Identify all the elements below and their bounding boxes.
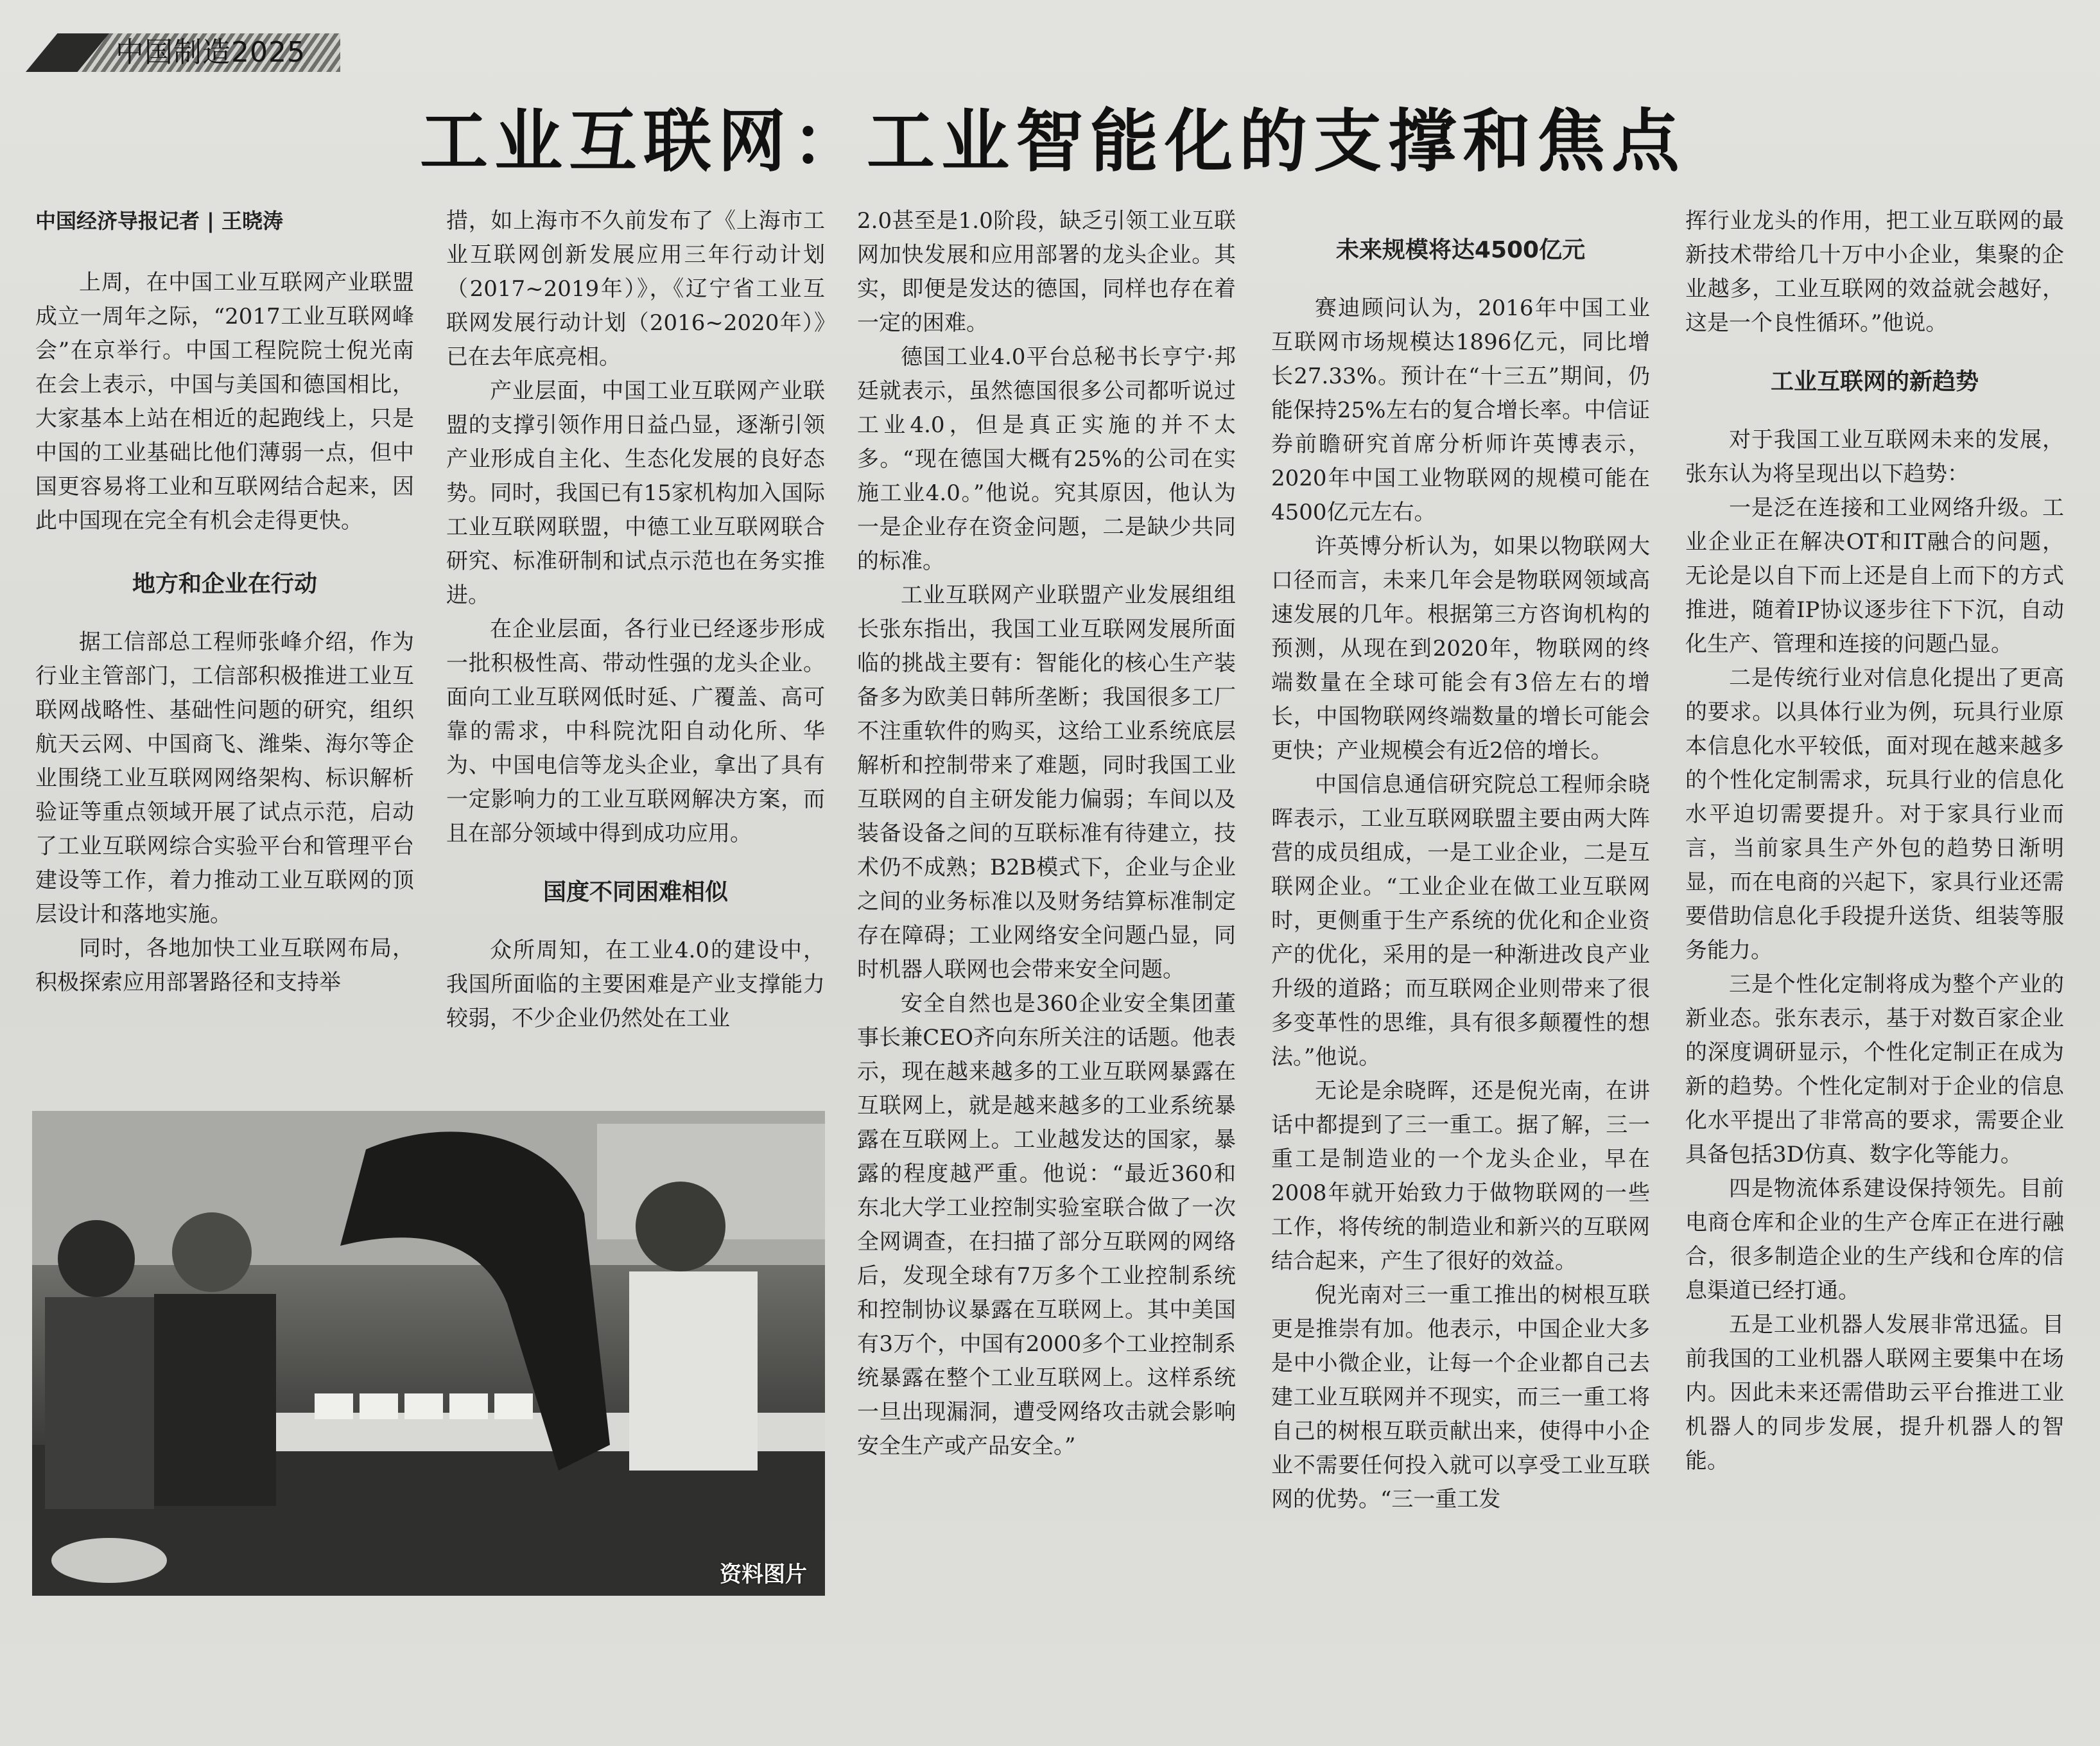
section-heading: 工业互联网的新趋势 [1770,369,1979,395]
column-3 [857,204,1236,1463]
column-5 [1685,204,2064,1478]
paragraph: 一是泛在连接和工业网络升级。工业企业正在解决OT和IT融合的问题，无论是以自下而上还是自上而下的方式推进，随着IP协议逐步往下下沉，自动化生产、管理和连接的问题凸显。 [1685,495,2064,657]
section-heading: 国度不同困难相似 [542,879,728,905]
photo-parts-tray [315,1393,533,1419]
paragraph: 中国信息通信研究院总工程师余晓晖表示，工业互联网联盟主要由两大阵营的成员组成，一是工业企业，二是互联网企业。“工业企业在做工业互联网时，更侧重于生产系统的优化和企业资产的优化，采用的是一种渐进改良产业升级的道路；而互联网企业则带来了很多变革性的思维，具有很多颠覆性的想法。”他说。 [1271,772,1650,1070]
paragraph: 据工信部总工程师张峰介绍，作为行业主管部门，工信部积极推进工业互联网战略性、基础性问题的研究，组织航天云网、中国商飞、潍柴、海尔等企业围绕工业互联网网络架构、标识解析验证等重点领域开展了试点示范，启动了工业互联网综合实验平台和管理平台建设等工作，着力推动工业互联网的顶层设计和落地实施。 [35,629,414,927]
section-heading: 未来规模将达4500亿元 [1335,237,1586,263]
paragraph: 工业互联网产业联盟产业发展组组长张东指出，我国工业互联网发展所面临的挑战主要有：智能化的核心生产装备多为欧美日韩所垄断；我国很多工厂不注重软件的购买，这给工业系统底层解析和控制带来了难题，同时我国工业互联网的自主研发能力偏弱；车间以及装备设备之间的互联标准有待建立，技术仍不成熟；B2B模式下，企业与企业之间的业务标准以及财务结算标准制定存在障碍；工业网络安全问题凸显，同时机器人联网也会带来安全问题。 [857,582,1236,982]
paragraph: 安全自然也是360企业安全集团董事长兼CEO齐向东所关注的话题。他表示，现在越来越多的工业互联网暴露在互联网上，就是越来越多的工业系统暴露在互联网上。工业越发达的国家，暴露的程度越严重。他说：“最近360和东北大学工业控制实验室联合做了一次全网调查，在扫描了部分互联网的网络后，发现全球有7万多个工业控制系统和控制协议暴露在互联网上。其中美国有3万个，中国有2000多个工业控制系统暴露在整个工业互联网上。这样系统一旦出现漏洞，遭受网络攻击就会影响安全生产或产品安全。” [857,991,1236,1459]
paragraph-continued: 措，如上海市不久前发布了《上海市工业互联网创新发展应用三年行动计划（2017~2019年）》，《辽宁省工业互联网发展行动计划（2016~2020年）》已在去年底亮相。 [446,208,825,370]
paragraph: 赛迪顾问认为，2016年中国工业互联网市场规模达1896亿元，同比增长27.33%。预计在“十三五”期间，仍能保持25%左右的复合增长率。中信证券前瞻研究首席分析师许英博表示，2020年中国工业物联网的规模可能在4500亿元左右。 [1271,295,1650,525]
photo-caption: 资料图片 [720,1562,807,1587]
paragraph-continued: 挥行业龙头的作用，把工业互联网的最新技术带给几十万中小企业，集聚的企业越多，工业互联网的效益就会越好，这是一个良性循环。”他说。 [1685,208,2064,336]
article-headline: 工业互联网：工业智能化的支撑和焦点 [420,101,1686,181]
section-heading: 地方和企业在行动 [132,571,317,597]
section-banner [26,33,340,72]
paragraph: 三是个性化定制将成为整个产业的新业态。张东表示，基于对数百家企业的深度调研显示，个性化定制正在成为新的趋势。个性化定制对于企业的信息化水平提出了非常高的要求，需要企业具备包括3D仿真、数字化等能力。 [1685,972,2064,1167]
paragraph: 许英博分析认为，如果以物联网大口径而言，未来几年会是物联网领域高速发展的几年。根据第三方咨询机构的预测，从现在到2020年，物联网的终端数量在全球可能会有3倍左右的增长，中国物联网终端数量的增长可能会更快；产业规模会有近2倍的增长。 [1271,534,1650,764]
photo-person-right-head [636,1182,725,1271]
paragraph: 在企业层面，各行业已经逐步形成一批积极性高、带动性强的龙头企业。面向工业互联网低时延、广覆盖、高可靠的需求，中科院沈阳自动化所、华为、中国电信等龙头企业，拿出了具有一定影响力的工业互联网解决方案，而且在部分领域中得到成功应用。 [446,616,825,846]
paragraph: 德国工业4.0平台总秘书长亨宁·邦廷就表示，虽然德国很多公司都听说过工业4.0，但是真正实施的并不太多。“现在德国大概有25%的公司在实施工业4.0。”他说。究其原因，他认为一是企业存在资金问题，二是缺少共同的标准。 [857,344,1236,574]
column-4 [1271,204,1650,1517]
paragraph: 众所周知，在工业4.0的建设中，我国所面临的主要困难是产业支撑能力较弱，不少企业仍然处在工业 [446,938,825,1031]
byline: 中国经济导报记者 | 王晓涛 [35,209,283,233]
photo-foreground-object [51,1538,167,1583]
paragraph: 五是工业机器人发展非常迅猛。目前我国的工业机器人联网主要集中在场内。因此未来还需借助云平台推进工业机器人的同步发展，提升机器人的智能。 [1685,1312,2064,1474]
column-2 [446,204,825,1036]
photo-person-center-body [154,1294,276,1506]
paragraph: 对于我国工业互联网未来的发展，张东认为将呈现出以下趋势： [1685,427,2064,487]
paragraph: 四是物流体系建设保持领先。目前电商仓库和企业的生产仓库正在进行融合，很多制造企业的生产线和仓库的信息渠道已经打通。 [1685,1176,2064,1304]
paragraph-continued: 2.0甚至是1.0阶段，缺乏引领工业互联网加快发展和应用部署的龙头企业。其实，即便是发达的德国，同样也存在着一定的困难。 [857,208,1236,336]
section-label: 中国制造2025 [116,36,306,69]
paragraph: 无论是余晓晖，还是倪光南，在讲话中都提到了三一重工。据了解，三一重工是制造业的一个龙头企业，早在2008年就开始致力于做物联网的一些工作，将传统的制造业和新兴的互联网结合起来，产生了很好的效益。 [1271,1078,1650,1274]
photo-person-center-head [172,1212,252,1292]
paragraph: 二是传统行业对信息化提出了更高的要求。以具体行业为例，玩具行业原本信息化水平较低，面对现在越来越多的个性化定制需求，玩具行业的信息化水平迫切需要提升。对于家具行业而言，当前家具生产外包的趋势日渐明显，而在电商的兴起下，家具行业还需要借助信息化手段提升送货、组装等服务能力。 [1685,665,2064,963]
paragraph: 产业层面，中国工业互联网产业联盟的支撑引领作用日益凸显，逐渐引领产业形成自主化、生态化发展的良好态势。同时，我国已有15家机构加入国际工业互联网联盟，中德工业互联网联合研究、标准研制和试点示范也在务实推进。 [446,378,825,608]
photo-person-left-head [58,1220,135,1297]
photo-illustration [32,1111,825,1596]
article-photo [32,1111,825,1596]
photo-person-right-body [629,1271,758,1471]
paragraph: 倪光南对三一重工推出的树根互联更是推崇有加。他表示，中国企业大多是中小微企业，让每一个企业都自己去建工业互联网并不现实，而三一重工将自己的树根互联贡献出来，使得中小企业不需要任何投入就可以享受工业互联网的优势。“三一重工发 [1271,1282,1650,1512]
column-1 [35,204,414,1000]
paragraph: 上周，在中国工业互联网产业联盟成立一周年之际，“2017工业互联网峰会”在京举行。中国工程院院士倪光南在会上表示，中国与美国和德国相比，大家基本上站在相近的起跑线上，只是中国的工业基础比他们薄弱一点，但中国更容易将工业和互联网结合起来，因此中国现在完全有机会走得更快。 [35,270,414,534]
photo-person-left-body [45,1297,154,1509]
paragraph: 同时，各地加快工业互联网布局，积极探索应用部署路径和支持举 [35,936,414,995]
